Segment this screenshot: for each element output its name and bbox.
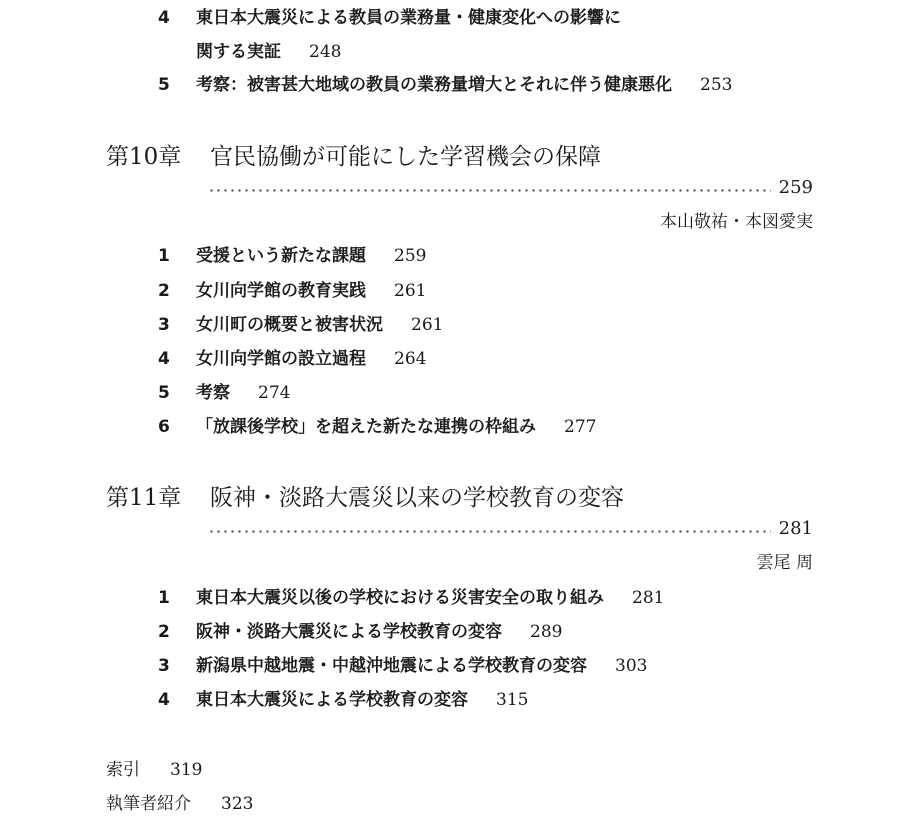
section-title: 考察：被害甚大地域の教員の業務量増大とそれに伴う健康悪化 — [196, 75, 672, 95]
chapter-10-heading[interactable] — [106, 143, 601, 171]
section-page: 248 — [309, 42, 342, 62]
chapter-page: 281 — [778, 518, 813, 539]
chapter-title: 官民協働が可能にした学習機会の保障 — [210, 144, 601, 170]
toc-section-continuation[interactable] — [196, 42, 341, 62]
chapter-title: 阪神・淡路大震災以来の学校教育の変容 — [210, 485, 624, 511]
section-number: 4 — [158, 8, 170, 28]
chapter-10-leader — [208, 177, 813, 199]
section-title: 女川向学館の教育実践 — [196, 281, 366, 301]
back-matter-index[interactable] — [106, 760, 202, 780]
chapter-11-leader — [208, 518, 813, 540]
chapter-11-heading[interactable] — [106, 484, 624, 512]
back-matter-title: 執筆者紹介 — [106, 794, 191, 814]
section-number: 3 — [158, 315, 170, 335]
back-matter-page: 323 — [221, 794, 254, 814]
section-number: 4 — [158, 349, 170, 369]
section-page: 261 — [394, 281, 427, 301]
section-page: 281 — [632, 588, 665, 608]
dot-leader — [208, 530, 771, 533]
section-page: 277 — [564, 417, 597, 437]
toc-section[interactable] — [158, 656, 647, 676]
toc-section[interactable] — [158, 281, 426, 301]
toc-section[interactable] — [158, 349, 426, 369]
toc-section[interactable] — [158, 622, 562, 642]
section-title: 女川町の概要と被害状況 — [196, 315, 383, 335]
section-title: 考察 — [196, 383, 230, 403]
section-page: 289 — [530, 622, 563, 642]
section-page: 315 — [496, 690, 529, 710]
section-page: 274 — [258, 383, 291, 403]
chapter-number: 第11章 — [106, 485, 182, 511]
chapter-10-authors: 本山敬祐・本図愛実 — [660, 212, 813, 232]
back-matter-page: 319 — [170, 760, 203, 780]
section-title: 関する実証 — [196, 42, 281, 62]
section-title: 受援という新たな課題 — [196, 246, 366, 266]
toc-section[interactable] — [158, 315, 443, 335]
section-number: 2 — [158, 622, 170, 642]
section-page: 259 — [394, 246, 427, 266]
back-matter-contributors[interactable] — [106, 794, 253, 814]
toc-section[interactable] — [158, 8, 621, 28]
section-number: 1 — [158, 588, 170, 608]
toc-section[interactable] — [158, 690, 528, 710]
section-number: 1 — [158, 246, 170, 266]
toc-section[interactable] — [158, 246, 426, 266]
section-title: 東日本大震災以後の学校における災害安全の取り組み — [196, 588, 604, 608]
section-number: 6 — [158, 417, 170, 437]
section-title: 東日本大震災による教員の業務量・健康変化への影響に — [196, 8, 621, 28]
toc-section[interactable] — [158, 588, 664, 608]
dot-leader — [208, 189, 771, 192]
section-title: 「放課後学校」を超えた新たな連携の枠組み — [196, 417, 536, 437]
section-page: 264 — [394, 349, 427, 369]
back-matter-title: 索引 — [106, 760, 140, 780]
section-title: 阪神・淡路大震災による学校教育の変容 — [196, 622, 502, 642]
section-number: 2 — [158, 281, 170, 301]
section-title: 女川向学館の設立過程 — [196, 349, 366, 369]
section-number: 5 — [158, 383, 170, 403]
section-page: 303 — [615, 656, 648, 676]
section-number: 4 — [158, 690, 170, 710]
chapter-page: 259 — [778, 177, 813, 198]
chapter-number: 第10章 — [106, 144, 182, 170]
section-number: 3 — [158, 656, 170, 676]
toc-section[interactable] — [158, 417, 596, 437]
toc-section[interactable] — [158, 75, 732, 95]
section-number: 5 — [158, 75, 170, 95]
section-title: 新潟県中越地震・中越沖地震による学校教育の変容 — [196, 656, 587, 676]
toc-section[interactable] — [158, 383, 290, 403]
section-page: 253 — [700, 75, 733, 95]
chapter-11-authors: 雲尾 周 — [756, 553, 813, 573]
section-page: 261 — [411, 315, 444, 335]
section-title: 東日本大震災による学校教育の変容 — [196, 690, 468, 710]
